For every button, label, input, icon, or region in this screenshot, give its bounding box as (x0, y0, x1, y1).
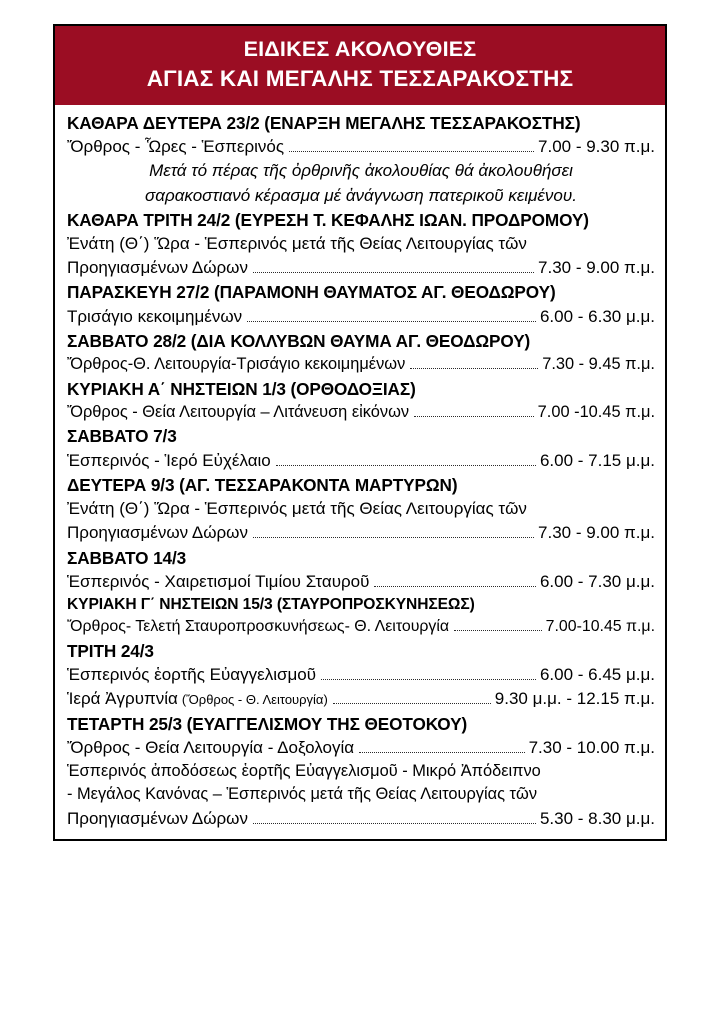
poster-body (55, 105, 665, 839)
schedule-time: 7.00-10.45 π.μ. (545, 618, 655, 636)
section-note-line: σαρακοστιανό κέρασμα μέ ἀνάγνωση πατερικοῦ κειμένου. (145, 185, 577, 205)
program-poster (53, 24, 667, 841)
schedule-row (67, 663, 655, 687)
dot-leader (253, 272, 534, 273)
section-title: ΠΑΡΑΣΚΕΥΗ 27/2 (ΠΑΡΑΜΟΝΗ ΘΑΥΜΑΤΟΣ ΑΓ. ΘΕΟΔΩΡΟΥ) (67, 282, 556, 303)
schedule-time: 6.00 - 7.15 μ.μ. (539, 450, 655, 470)
schedule-row (67, 401, 655, 424)
schedule-label: Προηγιασμένων Δώρων (67, 258, 248, 278)
schedule-label: Ὄρθρος - Ὧρες - Ἑσπερινός (67, 137, 285, 157)
dot-leader (276, 465, 536, 466)
dot-leader (414, 416, 534, 417)
schedule-row (67, 305, 655, 329)
schedule-row (67, 736, 655, 760)
schedule-time: 7.00 -10.45 π.μ. (537, 403, 655, 422)
dot-leader (253, 537, 534, 538)
header-line-2: ΑΓΙΑΣ ΚΑΙ ΜΕΓΑΛΗΣ ΤΕΣΣΑΡΑΚΟΣΤΗΣ (146, 65, 574, 91)
schedule-label: Ὄρθρος-Θ. Λειτουργία-Τρισάγιο κεκοιμημένων (67, 355, 406, 374)
schedule-time: 6.00 - 6.30 μ.μ. (539, 306, 655, 326)
schedule-row (67, 570, 655, 594)
section-title: ΚΥΡΙΑΚΗ Α΄ ΝΗΣΤΕΙΩΝ 1/3 (ΟΡΘΟΔΟΞΙΑΣ) (67, 378, 416, 399)
schedule-row (67, 449, 655, 473)
schedule-wrap-line: - Μεγάλος Κανόνας – Ἑσπερινός μετά τῆς Θείας Λειτουργίας τῶν (67, 785, 538, 804)
schedule-time: 7.30 - 9.00 π.μ. (538, 258, 655, 278)
section-title: ΚΑΘΑΡΑ ΤΡΙΤΗ 24/2 (ΕΥΡΕΣΗ Τ. ΚΕΦΑΛΗΣ ΙΩΑΝ. ΠΡΟΔΡΟΜΟΥ) (67, 209, 589, 230)
schedule-time: 5.30 - 8.30 μ.μ. (539, 808, 655, 828)
section-title: ΚΑΘΑΡΑ ΔΕΥΤΕΡΑ 23/2 (ΕΝΑΡΞΗ ΜΕΓΑΛΗΣ ΤΕΣΣΑΡΑΚΟΣΤΗΣ) (67, 112, 581, 133)
schedule-row (67, 687, 655, 711)
dot-leader (374, 586, 536, 587)
dot-leader (289, 151, 534, 152)
dot-leader (454, 630, 542, 631)
header-line-1: ΕΙΔΙΚΕΣ ΑΚΟΛΟΥΘΙΕΣ (243, 37, 477, 61)
schedule-time: 6.00 - 6.45 μ.μ. (539, 665, 655, 685)
schedule-label: Ἑσπερινός - Ἱερό Εὐχέλαιο (67, 450, 271, 470)
schedule-label: Ὄρθρος- Τελετή Σταυροπροσκυνήσεως- Θ. Λειτουργία (67, 618, 450, 636)
section-title: ΣΑΒΒΑΤΟ 7/3 (67, 426, 177, 447)
dot-leader (247, 321, 536, 322)
schedule-wrap-line: Ἐνάτη (Θ΄) Ὥρα - Ἑσπερινός μετά τῆς Θείας Λειτουργίας τῶν (67, 499, 527, 519)
dot-leader (359, 752, 524, 753)
dot-leader (333, 703, 491, 704)
schedule-row (67, 521, 655, 545)
poster-header (55, 26, 665, 105)
schedule-time: 7.30 - 10.00 π.μ. (528, 737, 655, 757)
schedule-time: 7.00 - 9.30 π.μ. (538, 137, 655, 157)
schedule-label: Προηγιασμένων Δώρων (67, 523, 248, 543)
schedule-row (67, 616, 655, 639)
dot-leader (410, 368, 538, 369)
section-title: ΤΡΙΤΗ 24/3 (67, 640, 154, 661)
schedule-label: Ἑσπερινός - Χαιρετισμοί Τιμίου Σταυροῦ (67, 572, 370, 592)
schedule-time: 7.30 - 9.00 π.μ. (538, 523, 655, 543)
schedule-time: 9.30 μ.μ. - 12.15 π.μ. (494, 689, 655, 709)
schedule-label: Τρισάγιο κεκοιμημένων (67, 306, 243, 326)
schedule-label: Ἑσπερινός ἑορτῆς Εὐαγγελισμοῦ (67, 665, 317, 685)
schedule-label: Ὄρθρος - Θεία Λειτουργία – Λιτάνευση εἰκόνων (67, 403, 410, 422)
schedule-wrap-line: Ἐνάτη (Θ΄) Ὥρα - Ἑσπερινός μετά τῆς Θείας Λειτουργίας τῶν (67, 234, 527, 254)
schedule-label: Ἱερά Ἀγρυπνία (67, 689, 178, 709)
section-note-line: Μετά τό πέρας τῆς ὀρθρινῆς ἀκολουθίας θά ἀκολουθήσει (149, 161, 573, 181)
schedule-label: Προηγιασμένων Δώρων (67, 808, 248, 828)
section-title: ΤΕΤΑΡΤΗ 25/3 (ΕΥΑΓΓΕΛΙΣΜΟΥ ΤΗΣ ΘΕΟΤΟΚΟΥ) (67, 713, 468, 734)
section-title: ΣΑΒΒΑΤΟ 14/3 (67, 547, 187, 568)
section-title: ΚΥΡΙΑΚΗ Γ΄ ΝΗΣΤΕΙΩΝ 15/3 (ΣΤΑΥΡΟΠΡΟΣΚΥΝΗΣΕΩΣ) (67, 596, 475, 614)
schedule-row (67, 807, 655, 831)
schedule-time: 6.00 - 7.30 μ.μ. (539, 572, 655, 592)
dot-leader (253, 823, 536, 824)
schedule-label: Ὄρθρος - Θεία Λειτουργία - Δοξολογία (67, 737, 355, 757)
dot-leader (321, 679, 536, 680)
schedule-row (67, 353, 655, 376)
schedule-row (67, 256, 655, 280)
schedule-sublabel: (Ὄρθρος - Θ. Λειτουργία) (181, 692, 328, 708)
schedule-time: 7.30 - 9.45 π.μ. (542, 355, 655, 374)
schedule-row (67, 135, 655, 159)
schedule-wrap-line: Ἑσπερινός ἀποδόσεως ἑορτῆς Εὐαγγελισμοῦ - Μικρό Ἀπόδειπνο (67, 762, 541, 781)
section-title: ΣΑΒΒΑΤΟ 28/2 (ΔΙΑ ΚΟΛΛΥΒΩΝ ΘΑΥΜΑ ΑΓ. ΘΕΟΔΩΡΟΥ) (67, 330, 531, 351)
section-title: ΔΕΥΤΕΡΑ 9/3 (ΑΓ. ΤΕΣΣΑΡΑΚΟΝΤΑ ΜΑΡΤΥΡΩΝ) (67, 474, 458, 495)
